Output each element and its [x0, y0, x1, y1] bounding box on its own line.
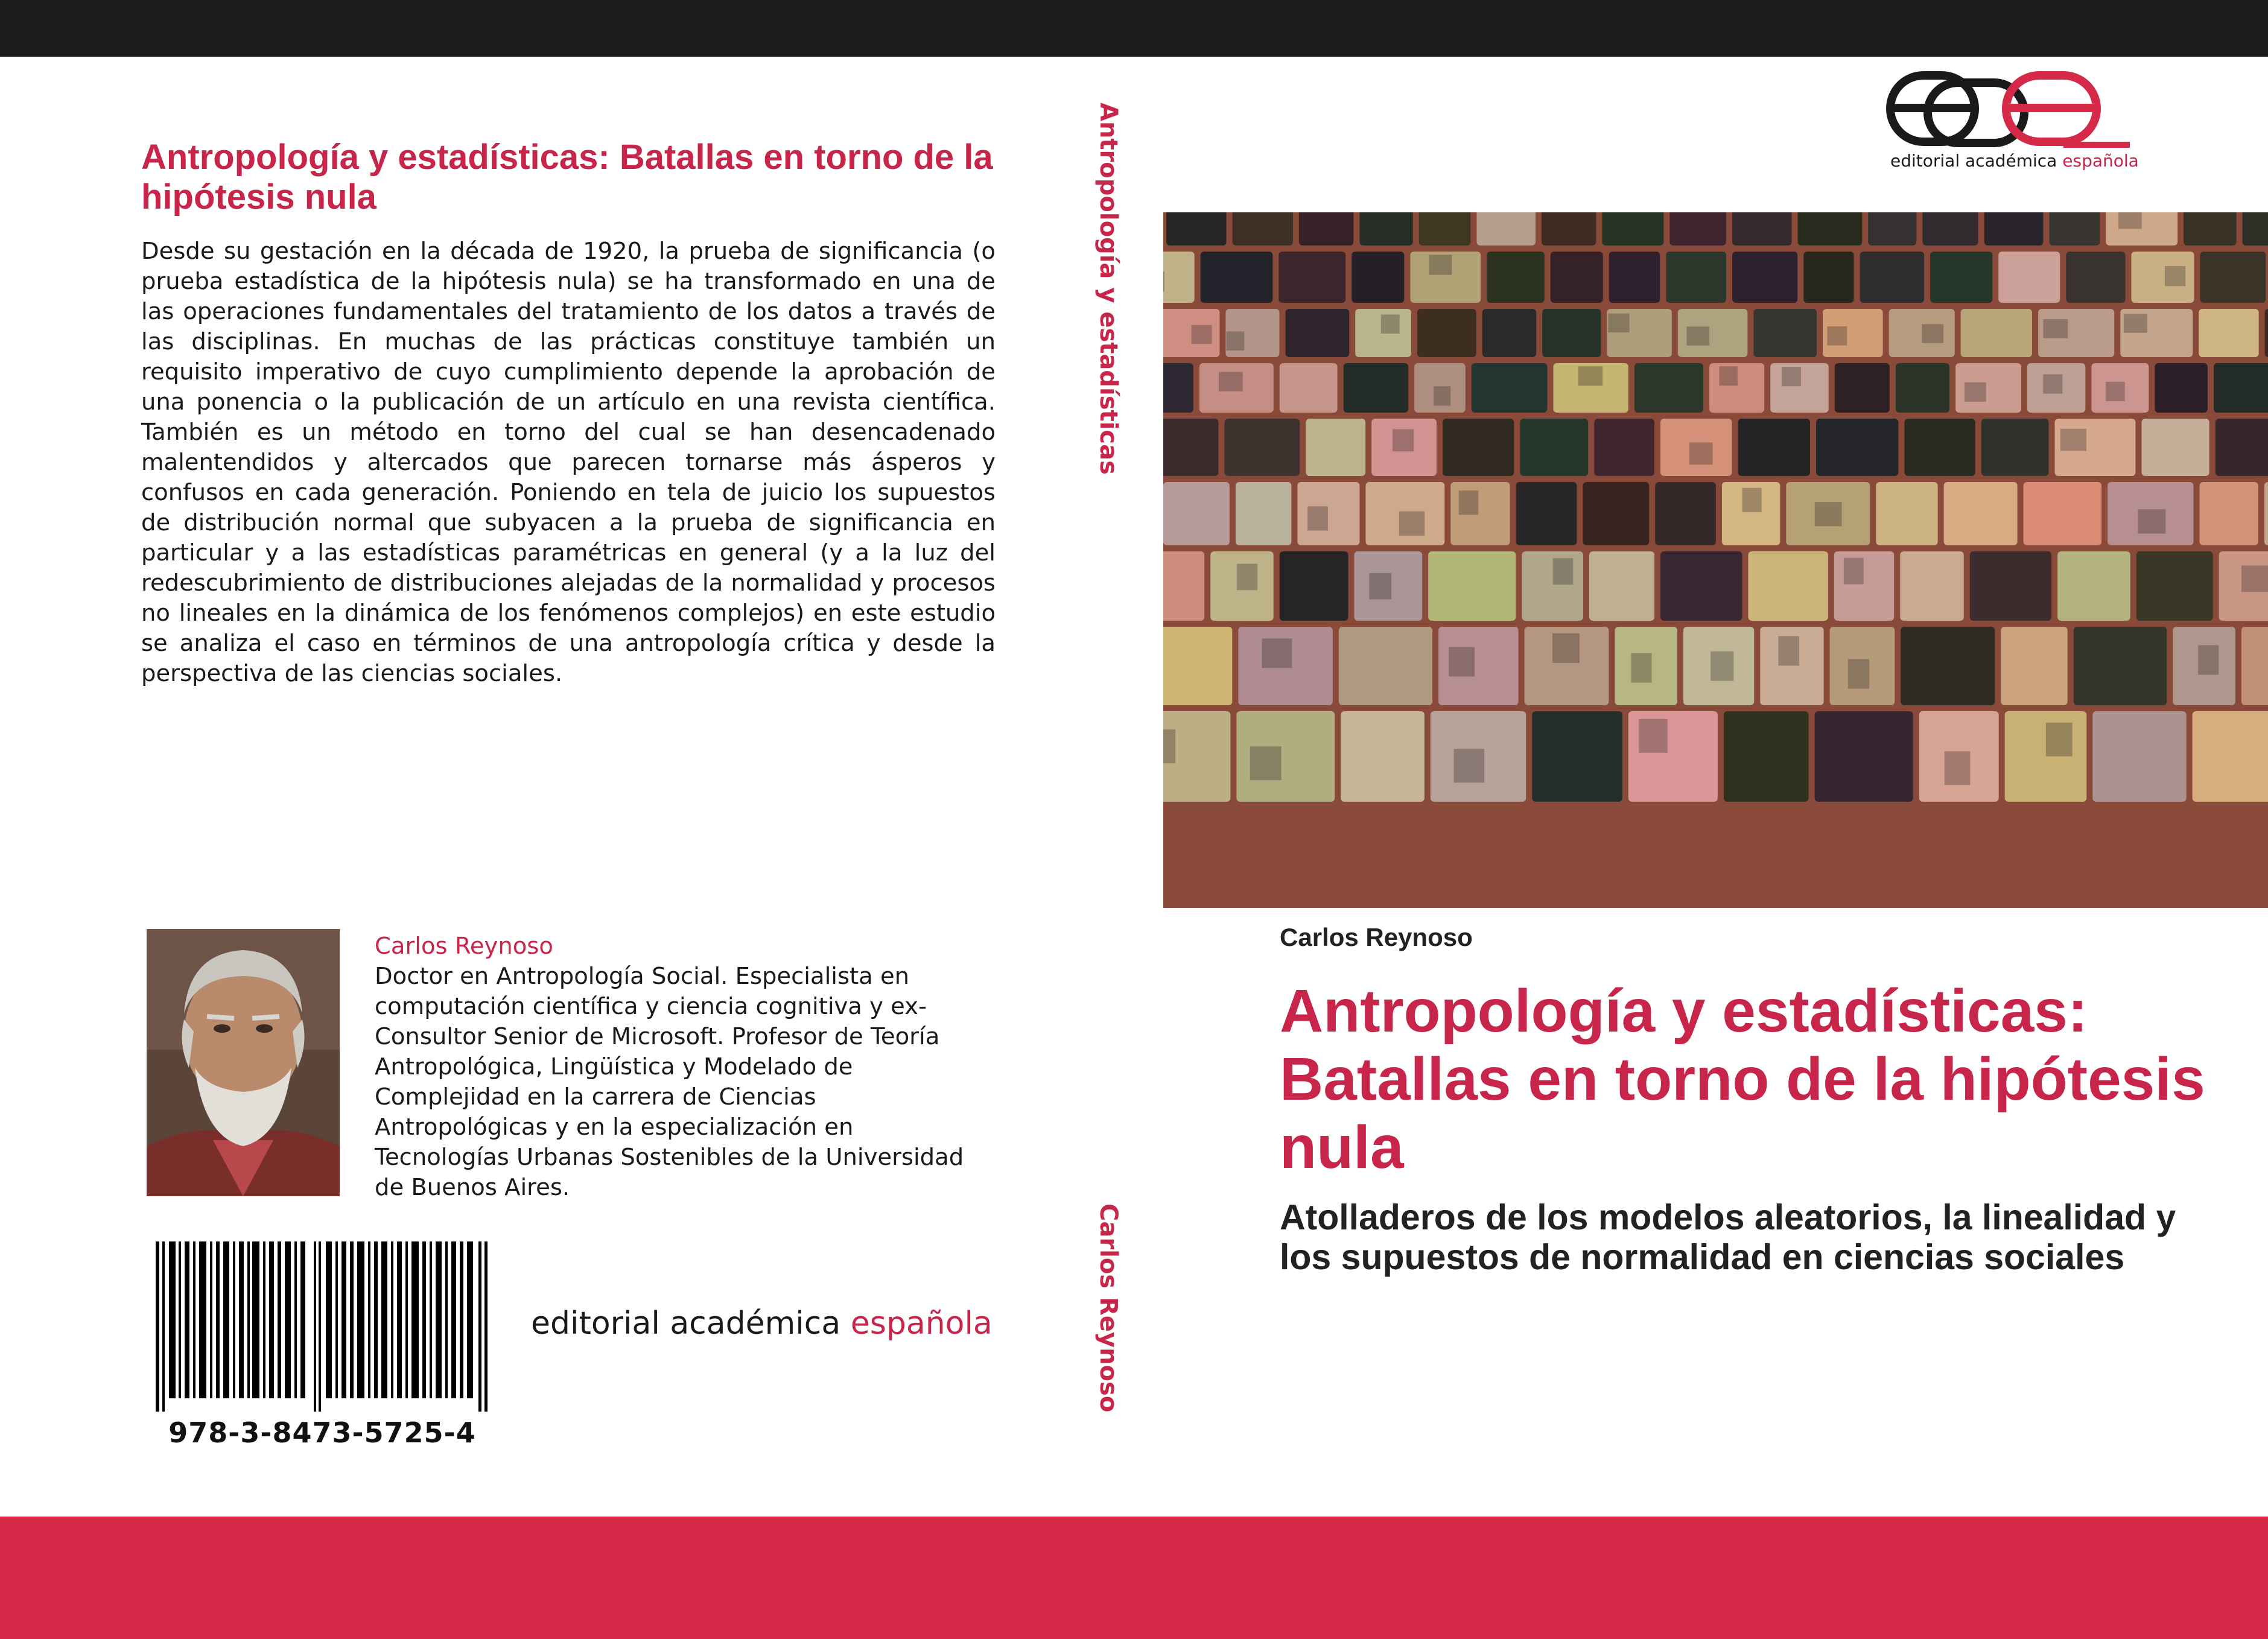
cover-photo-stone-wall: [1163, 212, 2268, 908]
logo-text: editorial académica española: [1890, 151, 2139, 171]
back-cover-blurb: Desde su gestación en la década de 1920, la prueba de significancia (o prueba estadística de la hipótesis nula) se ha transformado en una de las operaciones fundamentales del tratamiento de los datos a través de las disciplinas. En muchas de las prácticas constituye también un requisito imperativo de cuyo cumplimiento depende la aprobación de una ponencia o la publicación de un artículo en una revista científica. También es un método en torno del cual se han desencadenado malentendidos y altercados que parecen tornarse más ásperos y confusos en cada generación. Poniendo en tela de juicio los supuestos de distribución normal que subyacen a la prueba de significancia en particular y a las estadísticas paramétricas en general (y a la luz del redescubrimiento de distribuciones alejadas de la normalidad y procesos no lineales en la dinámica de los fenómenos complejos) en este estudio se analiza el caso en términos de una antropología crítica y desde la perspectiva de las ciencias sociales.: [141, 238, 996, 687]
author-photo: [147, 929, 340, 1196]
spine-author: Carlos Reynoso: [1094, 1203, 1122, 1413]
isbn-number: 978-3-8473-5725-4: [168, 1416, 476, 1449]
front-author: Carlos Reynoso: [1280, 923, 1473, 951]
back-author-name: Carlos Reynoso: [375, 933, 553, 960]
back-publisher-name: editorial académica española: [531, 1305, 993, 1342]
spine-title: Antropología y estadísticas: [1094, 103, 1122, 475]
top-band: [0, 0, 2268, 57]
back-cover-title: Antropología y estadísticas: Batallas en torno de la hipótesis nula: [141, 138, 993, 217]
author-bio: Doctor en Antropología Social. Especialista en computación científica y ciencia cognitiva y ex-Consultor Senior de Microsoft. Profesor de Teoría Antropológica, Lingüística y Modelado de Complejidad en la carrera de Ciencias Antropológicas y en la especialización en Tecnologías Urbanas Sostenibles de la Universidad de Buenos Aires.: [375, 963, 964, 1201]
front-subtitle: Atolladeros de los modelos aleatorios, la linealidad y los supuestos de normalidad en ciencias sociales: [1280, 1197, 2176, 1277]
bottom-band: [0, 1517, 2268, 1639]
front-title: Antropología y estadísticas: Batallas en torno de la hipótesis nula: [1280, 977, 2205, 1181]
barcode: [156, 1241, 489, 1412]
